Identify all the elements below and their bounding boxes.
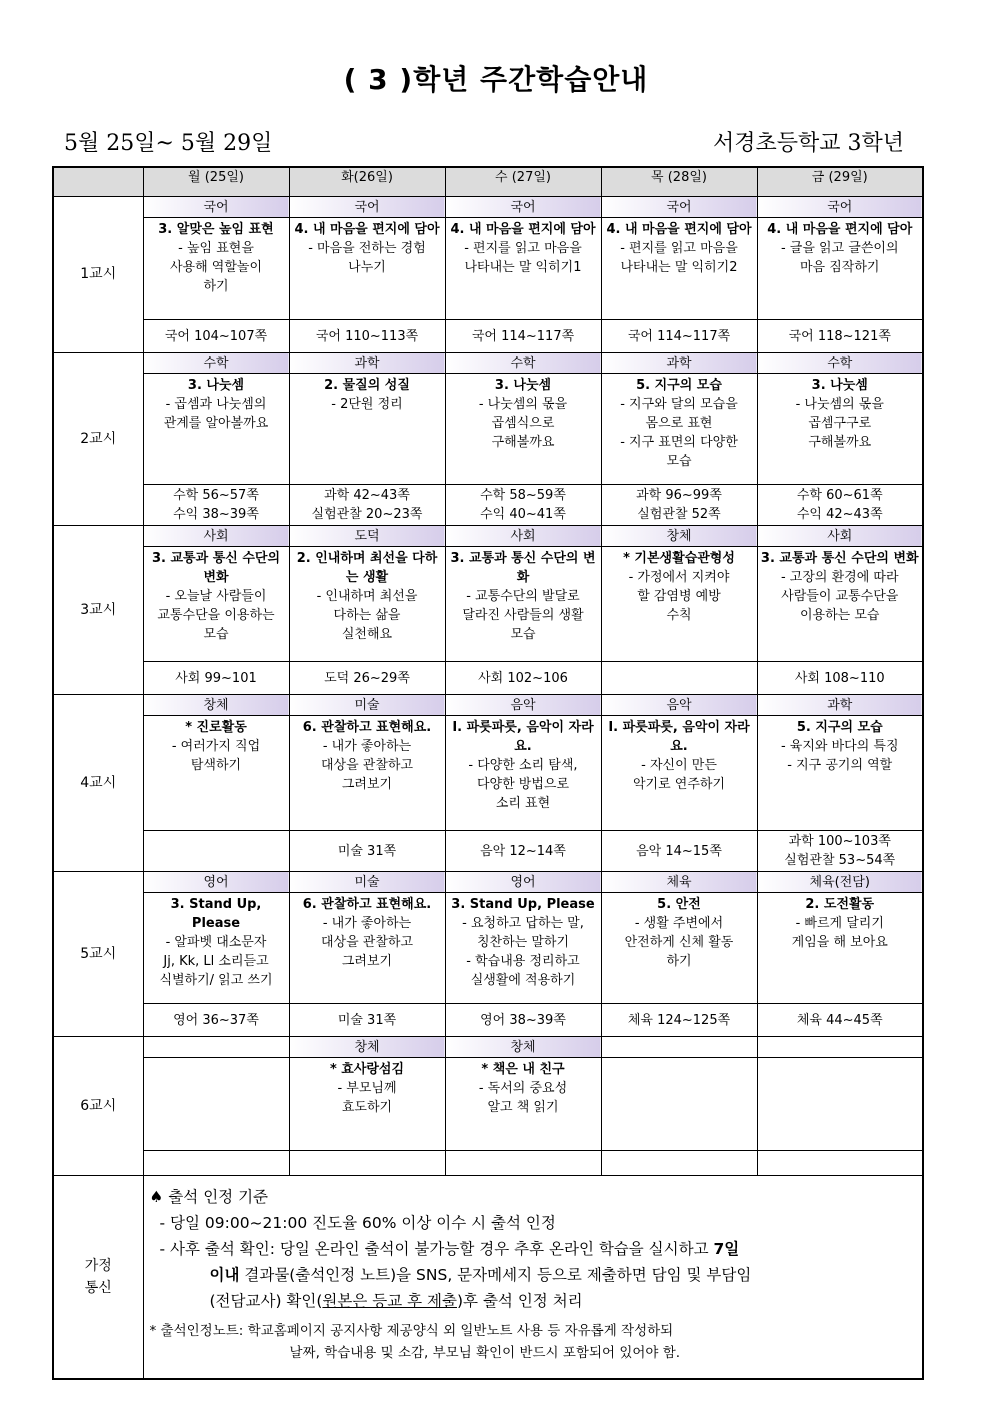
lesson-detail: 그려보기 (341, 777, 393, 792)
day-header-thu: 목 (28일) (601, 167, 757, 197)
lesson-title: 3. 교통과 통신 수단의 변화 (450, 551, 596, 585)
textbook-pages-cell (445, 1004, 601, 1037)
lesson-detail: 다하는 삶을 (333, 608, 401, 623)
lesson-detail: Jj, Kk, Ll 소리듣고 (163, 954, 269, 969)
lesson-detail: - 학습내용 정리하고 (466, 954, 580, 969)
home-notice-content (143, 1176, 923, 1380)
lesson-detail: - 편지를 읽고 마음을 (620, 241, 738, 256)
lesson-content-cell (289, 716, 445, 831)
notice-emphasis: 7일 (713, 1240, 740, 1258)
notice-footnote: 날짜, 학습내용 및 소감, 부모님 확인이 반드시 포함되어 있어야 함. (289, 1345, 681, 1361)
lesson-detail: - 다양한 소리 탐색, (468, 758, 578, 773)
lesson-detail: 안전하게 신체 활동 (624, 935, 734, 950)
lesson-content-cell (445, 547, 601, 662)
subject-cell (601, 1037, 757, 1058)
period-subject-row (53, 1037, 923, 1058)
period-pages-row (53, 662, 923, 695)
subject-cell (143, 1037, 289, 1058)
textbook-pages: 수익 42~43쪽 (796, 507, 883, 522)
lesson-detail: 악기로 연주하기 (632, 777, 726, 792)
lesson-detail: - 생활 주변에서 (634, 916, 724, 931)
lesson-title: 3. Stand Up, Please (170, 897, 262, 931)
period-pages-row (53, 1151, 923, 1176)
lesson-content-cell (289, 893, 445, 1004)
lesson-detail: - 지구 공기의 역할 (787, 758, 893, 773)
lesson-title: 4. 내 마음을 편지에 담아 (767, 222, 913, 237)
textbook-pages-cell (143, 662, 289, 695)
textbook-pages: 수학 60~61쪽 (796, 488, 883, 503)
subject-cell: 과학 (289, 353, 445, 374)
lesson-content-cell (757, 374, 923, 485)
period-label: 5교시 (53, 872, 143, 1037)
lesson-content-cell (289, 547, 445, 662)
subject-cell: 사회 (757, 526, 923, 547)
lesson-content-cell (601, 218, 757, 320)
lesson-content-cell (143, 1058, 289, 1151)
subject-cell: 음악 (601, 695, 757, 716)
textbook-pages: 실험관찰 53~54쪽 (784, 853, 896, 868)
lesson-detail: - 교통수단의 발달로 (466, 589, 580, 604)
day-header-tue: 화(26일) (289, 167, 445, 197)
subject-cell: 수학 (143, 353, 289, 374)
textbook-pages-cell (289, 662, 445, 695)
textbook-pages: 실험관찰 52쪽 (637, 507, 721, 522)
period-label: 6교시 (53, 1037, 143, 1176)
lesson-detail: 대상을 관찰하고 (320, 758, 414, 773)
subject-cell: 창체 (601, 526, 757, 547)
lesson-detail: - 부모님께 (337, 1081, 397, 1096)
period-label: 3교시 (53, 526, 143, 695)
textbook-pages: 과학 42~43쪽 (324, 488, 410, 503)
lesson-detail: - 오늘날 사람들이 (165, 589, 267, 604)
lesson-detail: 실천해요 (341, 627, 393, 642)
notice-heading: ♠ 출석 인정 기준 (149, 1188, 269, 1206)
notice-footnote: * 출석인정노트: 학교홈페이지 공지사항 제공양식 외 일반노트 사용 등 자유롭게 작성하되 (149, 1323, 674, 1339)
lesson-detail: 그려보기 (341, 954, 393, 969)
notice-text: (전담교사) 확인( (209, 1292, 323, 1310)
lesson-content-cell (601, 374, 757, 485)
textbook-pages: 수학 58~59쪽 (480, 488, 566, 503)
subject-cell: 창체 (289, 1037, 445, 1058)
lesson-detail: - 나눗셈의 몫을 (478, 397, 568, 412)
lesson-detail: 모습 (510, 627, 536, 642)
textbook-pages-cell (445, 662, 601, 695)
lesson-content-cell (601, 547, 757, 662)
subject-cell: 사회 (143, 526, 289, 547)
textbook-pages-cell (289, 485, 445, 526)
lesson-title: 4. 내 마음을 편지에 담아 (450, 222, 596, 237)
lesson-title: 3. 나눗셈 (494, 378, 552, 393)
lesson-title: Ⅰ. 파릇파릇, 음악이 자라요. (452, 720, 594, 754)
lesson-detail: 사용해 역할놀이 (169, 260, 263, 275)
period-label: 2교시 (53, 353, 143, 526)
period-subject-row (53, 353, 923, 374)
lesson-title: Ⅰ. 파릇파릇, 음악이 자라요. (608, 720, 750, 754)
period-content-row (53, 218, 923, 320)
lesson-title: 3. 알맞은 높임 표현 (158, 222, 274, 237)
textbook-pages: 국어 104~107쪽 (164, 328, 268, 344)
lesson-detail: - 지구와 달의 모습을 (620, 397, 738, 412)
textbook-pages-cell (601, 662, 757, 695)
lesson-detail: - 글을 읽고 글쓴이의 (780, 241, 899, 256)
lesson-content-cell (289, 374, 445, 485)
lesson-detail: 하기 (666, 954, 692, 969)
subject-cell: 사회 (445, 526, 601, 547)
lesson-detail: 달라진 사람들의 생활 (462, 608, 584, 623)
schedule-body (53, 167, 923, 1379)
notice-emphasis: 이내 (209, 1266, 240, 1284)
textbook-pages-cell (601, 320, 757, 353)
lesson-content-cell (757, 218, 923, 320)
textbook-pages: 미술 31쪽 (337, 1012, 397, 1028)
textbook-pages: 수익 40~41쪽 (480, 507, 566, 522)
lesson-content-cell (445, 716, 601, 831)
lesson-detail: 몸으로 표현 (645, 416, 713, 431)
textbook-pages-cell (757, 320, 923, 353)
lesson-title: 3. Stand Up, Please (451, 897, 595, 912)
day-header-fri: 금 (29일) (757, 167, 923, 197)
textbook-pages-cell (757, 831, 923, 872)
lesson-detail: 모습 (203, 627, 229, 642)
textbook-pages: 음악 14~15쪽 (636, 843, 722, 859)
textbook-pages-cell (757, 662, 923, 695)
lesson-title: 5. 안전 (657, 897, 701, 912)
textbook-pages: 국어 110~113쪽 (315, 328, 419, 344)
notice-text: 결과물(출석인정 노트)을 SNS, 문자메세지 등으로 제출하면 담임 및 부담임 (239, 1266, 752, 1284)
lesson-detail: 하기 (203, 279, 229, 294)
lesson-detail: 소리 표현 (495, 796, 551, 811)
lesson-title: 2. 인내하며 최선을 다하는 생활 (296, 551, 438, 585)
lesson-detail: - 고장의 환경에 따라 (780, 570, 899, 585)
lesson-detail: - 자신이 만든 (641, 758, 717, 773)
lesson-detail: 이용하는 모습 (800, 608, 880, 623)
period-pages-row (53, 831, 923, 872)
notice-label-line: 통신 (84, 1280, 112, 1296)
lesson-detail: 마음 짐작하기 (800, 260, 880, 275)
lesson-title: 4. 내 마음을 편지에 담아 (294, 222, 440, 237)
lesson-title: 2. 물질의 성질 (324, 378, 410, 393)
home-notice-label (53, 1176, 143, 1380)
lesson-content-cell (289, 1058, 445, 1151)
textbook-pages: 체육 44~45쪽 (796, 1012, 883, 1028)
lesson-detail: 게임을 해 보아요 (791, 935, 888, 950)
lesson-detail: 곱셈구구로 (808, 416, 872, 431)
lesson-content-cell (757, 1058, 923, 1151)
textbook-pages-cell (289, 1004, 445, 1037)
date-range: 5월 25일~ 5월 29일 (64, 131, 273, 156)
notice-item (150, 1236, 915, 1262)
notice-text: - 사후 출석 확인: 당일 온라인 출석이 불가능할 경우 추후 온라인 학습을 실시하고 (159, 1240, 714, 1258)
lesson-content-cell (289, 218, 445, 320)
subject-cell: 국어 (143, 197, 289, 218)
lesson-detail: - 지구 표면의 다양한 (620, 435, 738, 450)
lesson-detail: 관계를 알아볼까요 (163, 416, 269, 431)
corner-cell (53, 167, 143, 197)
textbook-pages: 수학 56~57쪽 (173, 488, 259, 503)
textbook-pages-cell (143, 831, 289, 872)
subject-cell: 영어 (143, 872, 289, 893)
lesson-detail: 대상을 관찰하고 (320, 935, 414, 950)
weekly-schedule-table (52, 166, 924, 1380)
textbook-pages: 국어 118~121쪽 (788, 328, 891, 344)
lesson-detail: 나타내는 말 익히기2 (620, 260, 738, 275)
lesson-detail: - 곱셈과 나눗셈의 (165, 397, 267, 412)
subject-cell: 영어 (445, 872, 601, 893)
subject-cell: 국어 (289, 197, 445, 218)
period-pages-row (53, 320, 923, 353)
lesson-title: * 효사랑섬김 (329, 1062, 405, 1077)
lesson-title: 4. 내 마음을 편지에 담아 (606, 222, 752, 237)
textbook-pages-cell (445, 485, 601, 526)
subject-cell: 수학 (445, 353, 601, 374)
lesson-title: 3. 나눗셈 (187, 378, 245, 393)
lesson-detail: 사람들이 교통수단을 (781, 589, 899, 604)
textbook-pages-cell (601, 1004, 757, 1037)
textbook-pages: 영어 38~39쪽 (480, 1012, 566, 1028)
lesson-content-cell (601, 1058, 757, 1151)
lesson-detail: 모습 (666, 454, 692, 469)
textbook-pages-cell (601, 485, 757, 526)
lesson-content-cell (445, 374, 601, 485)
lesson-detail: - 마음을 전하는 경험 (308, 241, 426, 256)
subject-cell: 과학 (757, 695, 923, 716)
textbook-pages: 수익 38~39쪽 (173, 507, 259, 522)
lesson-detail: - 요청하고 답하는 말, (462, 916, 584, 931)
day-header-mon: 월 (25일) (143, 167, 289, 197)
subject-cell: 도덕 (289, 526, 445, 547)
lesson-content-cell (143, 218, 289, 320)
period-content-row (53, 716, 923, 831)
textbook-pages: 실험관찰 20~23쪽 (311, 507, 423, 522)
lesson-content-cell (601, 716, 757, 831)
textbook-pages-cell (757, 1151, 923, 1176)
lesson-detail: 효도하기 (341, 1100, 393, 1115)
textbook-pages-cell (143, 485, 289, 526)
subject-cell: 수학 (757, 353, 923, 374)
lesson-title: 3. 나눗셈 (811, 378, 868, 393)
lesson-detail: 칭찬하는 말하기 (476, 935, 570, 950)
lesson-detail: - 알파벳 대소문자 (165, 935, 267, 950)
lesson-detail: 교통수단을 이용하는 (157, 608, 275, 623)
subject-cell: 미술 (289, 695, 445, 716)
textbook-pages-cell (757, 1004, 923, 1037)
notice-item: - 당일 09:00~21:00 진도율 60% 이상 이수 시 출석 인정 (159, 1214, 556, 1232)
textbook-pages-cell (143, 320, 289, 353)
lesson-content-cell (757, 716, 923, 831)
subject-cell: 국어 (601, 197, 757, 218)
lesson-title: 5. 지구의 모습 (636, 378, 722, 393)
subject-cell: 국어 (757, 197, 923, 218)
subject-cell: 체육(전담) (757, 872, 923, 893)
lesson-detail: 식별하기/ 읽고 쓰기 (159, 973, 273, 988)
lesson-detail: - 독서의 중요성 (478, 1081, 568, 1096)
lesson-detail: - 빠르게 달리기 (795, 916, 884, 931)
period-subject-row (53, 872, 923, 893)
textbook-pages: 도덕 26~29쪽 (324, 670, 410, 686)
lesson-title: * 진로활동 (185, 720, 247, 735)
textbook-pages-cell (757, 485, 923, 526)
textbook-pages-cell (445, 320, 601, 353)
textbook-pages-cell (445, 1151, 601, 1176)
lesson-content-cell (757, 893, 923, 1004)
textbook-pages: 사회 99~101 (175, 670, 257, 686)
subject-cell (757, 1037, 923, 1058)
day-header-wed: 수 (27일) (445, 167, 601, 197)
textbook-pages: 과학 96~99쪽 (636, 488, 722, 503)
lesson-detail: - 내가 좋아하는 (322, 916, 412, 931)
notice-label-line: 가정 (84, 1258, 112, 1274)
day-header-row (53, 167, 923, 197)
subject-cell: 음악 (445, 695, 601, 716)
period-pages-row (53, 485, 923, 526)
textbook-pages-cell (289, 320, 445, 353)
textbook-pages: 영어 36~37쪽 (173, 1012, 259, 1028)
lesson-content-cell (143, 547, 289, 662)
period-subject-row (53, 197, 923, 218)
lesson-title: 6. 관찰하고 표현해요. (302, 897, 432, 912)
notice-underline: 원본은 등교 후 제출 (322, 1292, 457, 1310)
lesson-content-cell (445, 218, 601, 320)
period-subject-row (53, 695, 923, 716)
lesson-detail: 실생활에 적용하기 (470, 973, 576, 988)
period-pages-row (53, 1004, 923, 1037)
lesson-detail: 나누기 (348, 260, 386, 275)
lesson-detail: - 나눗셈의 몫을 (795, 397, 884, 412)
lesson-title: 6. 관찰하고 표현해요. (302, 720, 432, 735)
notice-item-continued (150, 1262, 915, 1288)
period-subject-row (53, 526, 923, 547)
period-content-row (53, 374, 923, 485)
lesson-detail: - 가정에서 지켜야 (628, 570, 730, 585)
lesson-title: 2. 도전활동 (805, 897, 875, 912)
lesson-detail: - 2단원 정리 (331, 397, 403, 412)
lesson-detail: 곱셈식으로 (491, 416, 555, 431)
lesson-content-cell (143, 716, 289, 831)
textbook-pages-cell (289, 1151, 445, 1176)
subject-cell: 체육 (601, 872, 757, 893)
period-label: 4교시 (53, 695, 143, 872)
textbook-pages: 미술 31쪽 (337, 843, 397, 859)
textbook-pages: 국어 114~117쪽 (471, 328, 575, 344)
notice-text: )후 출석 인정 처리 (457, 1292, 583, 1310)
lesson-content-cell (601, 893, 757, 1004)
textbook-pages-cell (143, 1004, 289, 1037)
period-content-row (53, 893, 923, 1004)
lesson-title: * 책은 내 친구 (481, 1062, 565, 1077)
textbook-pages-cell (601, 831, 757, 872)
lesson-detail: - 편지를 읽고 마음을 (464, 241, 582, 256)
subject-cell: 국어 (445, 197, 601, 218)
lesson-content-cell (757, 547, 923, 662)
lesson-title: * 기본생활습관형성 (623, 551, 735, 566)
lesson-detail: 구해볼까요 (808, 435, 872, 450)
lesson-title: 5. 지구의 모습 (796, 720, 883, 735)
textbook-pages: 체육 124~125쪽 (627, 1012, 731, 1028)
textbook-pages: 음악 12~14쪽 (480, 843, 566, 859)
home-notice-row (53, 1176, 923, 1380)
lesson-content-cell (445, 1058, 601, 1151)
lesson-content-cell (445, 893, 601, 1004)
textbook-pages-cell (143, 1151, 289, 1176)
textbook-pages-cell (445, 831, 601, 872)
textbook-pages-cell (289, 831, 445, 872)
period-label: 1교시 (53, 197, 143, 353)
lesson-detail: - 내가 좋아하는 (322, 739, 412, 754)
textbook-pages: 과학 100~103쪽 (788, 834, 891, 849)
lesson-detail: 할 감염병 예방 (637, 589, 721, 604)
school-name: 서경초등학교 3학년 (712, 131, 904, 156)
lesson-detail: 알고 책 읽기 (487, 1100, 559, 1115)
subject-cell: 창체 (445, 1037, 601, 1058)
period-content-row (53, 1058, 923, 1151)
lesson-detail: - 인내하며 최선을 (316, 589, 418, 604)
lesson-content-cell (143, 374, 289, 485)
notice-item-continued (150, 1288, 915, 1314)
textbook-pages: 국어 114~117쪽 (627, 328, 731, 344)
subject-cell: 창체 (143, 695, 289, 716)
lesson-title: 3. 교통과 통신 수단의 변화 (760, 551, 919, 566)
lesson-detail: - 여러가지 직업 (171, 739, 261, 754)
lesson-detail: 구해볼까요 (491, 435, 555, 450)
lesson-title: 3. 교통과 통신 수단의 변화 (151, 551, 281, 585)
subject-cell: 과학 (601, 353, 757, 374)
period-content-row (53, 547, 923, 662)
textbook-pages: 사회 108~110 (794, 670, 885, 686)
lesson-detail: 나타내는 말 익히기1 (464, 260, 582, 275)
textbook-pages-cell (601, 1151, 757, 1176)
lesson-detail: - 높임 표현을 (178, 241, 254, 256)
lesson-detail: 다양한 방법으로 (476, 777, 570, 792)
textbook-pages: 사회 102~106 (478, 670, 568, 686)
lesson-detail: - 육지와 바다의 특징 (780, 739, 899, 754)
page-title: ( 3 )학년 주간학습안내 (343, 63, 649, 96)
lesson-detail: 탐색하기 (190, 758, 242, 773)
lesson-detail: 수칙 (666, 608, 692, 623)
subject-cell: 미술 (289, 872, 445, 893)
lesson-content-cell (143, 893, 289, 1004)
